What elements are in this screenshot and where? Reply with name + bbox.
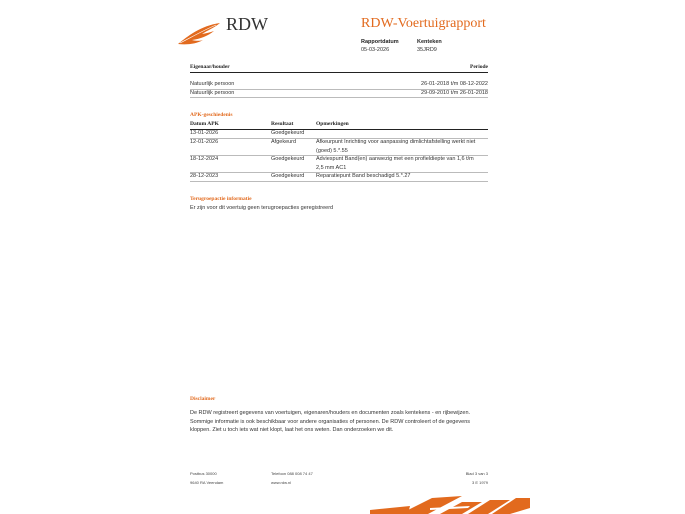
footer-code: 3 E 1979 <box>471 480 488 485</box>
apk-col-result: Resultaat <box>271 121 294 127</box>
row-divider <box>190 181 488 182</box>
report-title: RDW-Voertuigrapport <box>361 16 486 31</box>
disclaimer-section-title: Disclaimer <box>190 396 216 402</box>
apk-section-title: APK-geschiedenis <box>190 112 233 118</box>
recall-text: Er zijn voor dit voertuig geen terugroepacties geregistreerd <box>190 205 334 211</box>
apk-row-4-remarks-line1: Reparatiepunt Band beschadigd 5.*.27 <box>316 173 411 179</box>
owners-col-owner: Eigenaar/houder <box>190 64 230 70</box>
rdw-stripes-graphic-icon <box>370 496 530 514</box>
apk-col-date: Datum APK <box>190 121 219 127</box>
disclaimer-line-2: Sommige informatie is ook beschikbaar voor andere organisaties of personen. De RDW controleert of de gegevens <box>190 418 471 425</box>
footer-phone: Telefoon 088 008 74 47 <box>271 471 313 476</box>
apk-row-3-result: Goedgekeurd <box>271 156 305 162</box>
footer-page-number: Blad 3 van 3 <box>465 471 488 476</box>
owner-row-1-owner: Natuurlijk persoon <box>190 81 235 87</box>
report-date-label: Rapportdatum <box>361 39 399 45</box>
logo-text: RDW <box>226 14 268 34</box>
plate-label: Kenteken <box>417 39 442 45</box>
apk-row-1-date: 13-01-2026 <box>190 130 219 136</box>
owner-row-2-owner: Natuurlijk persoon <box>190 89 235 96</box>
disclaimer-line-1: De RDW registreert gegevens van voertuigen, eigenaren/houders en documenten zoals kentekens - en rijbewijzen. <box>190 410 471 416</box>
apk-row-2-remarks-line1: Afkeurpunt Inrichting voor aanpassing dimlichtafstelling werkt niet <box>316 139 476 145</box>
recall-section-title: Terugroepactie informatie <box>190 196 252 202</box>
owners-header-rule <box>190 72 488 73</box>
row-divider <box>190 97 488 98</box>
apk-row-1-result: Goedgekeurd <box>271 130 305 136</box>
apk-col-remarks: Opmerkingen <box>316 121 349 127</box>
apk-row-3-remarks-line1: Adviespunt Band(en) aanwezig met een profieldiepte van 1,6 t/m <box>316 156 474 162</box>
footer-city: 9640 RA Veendam <box>190 480 224 485</box>
rdw-logo-icon <box>178 22 220 46</box>
apk-row-2-date: 12-01-2026 <box>190 139 219 145</box>
owners-col-period: Periode <box>469 64 488 70</box>
apk-row-2-remarks-line2: (goed) 5.*.55 <box>316 147 348 154</box>
disclaimer-line-3: kloppen. Ziet u toch iets wat niet klopt, laat het ons weten. Dan onderzoeken we dit. <box>190 427 394 433</box>
footer-postbox: Postbus 30000 <box>190 471 217 476</box>
apk-row-4-result: Goedgekeurd <box>271 173 305 179</box>
apk-row-4-date: 28-12-2023 <box>190 173 219 179</box>
owner-row-2-period: 29-09-2010 t/m 26-01-2018 <box>421 89 488 96</box>
footer-website[interactable]: www.rdw.nl <box>271 480 292 485</box>
owner-row-1-period: 26-01-2018 t/m 08-12-2022 <box>421 81 488 87</box>
report-date-value: 05-03-2026 <box>361 47 390 53</box>
apk-header-rule <box>190 129 488 130</box>
apk-row-3-date: 18-12-2024 <box>190 156 219 162</box>
apk-row-3-remarks-line2: 2,5 mm AC1 <box>316 164 347 171</box>
apk-row-2-result: Afgekeurd <box>271 139 297 145</box>
plate-value: 35JRD9 <box>417 47 437 53</box>
